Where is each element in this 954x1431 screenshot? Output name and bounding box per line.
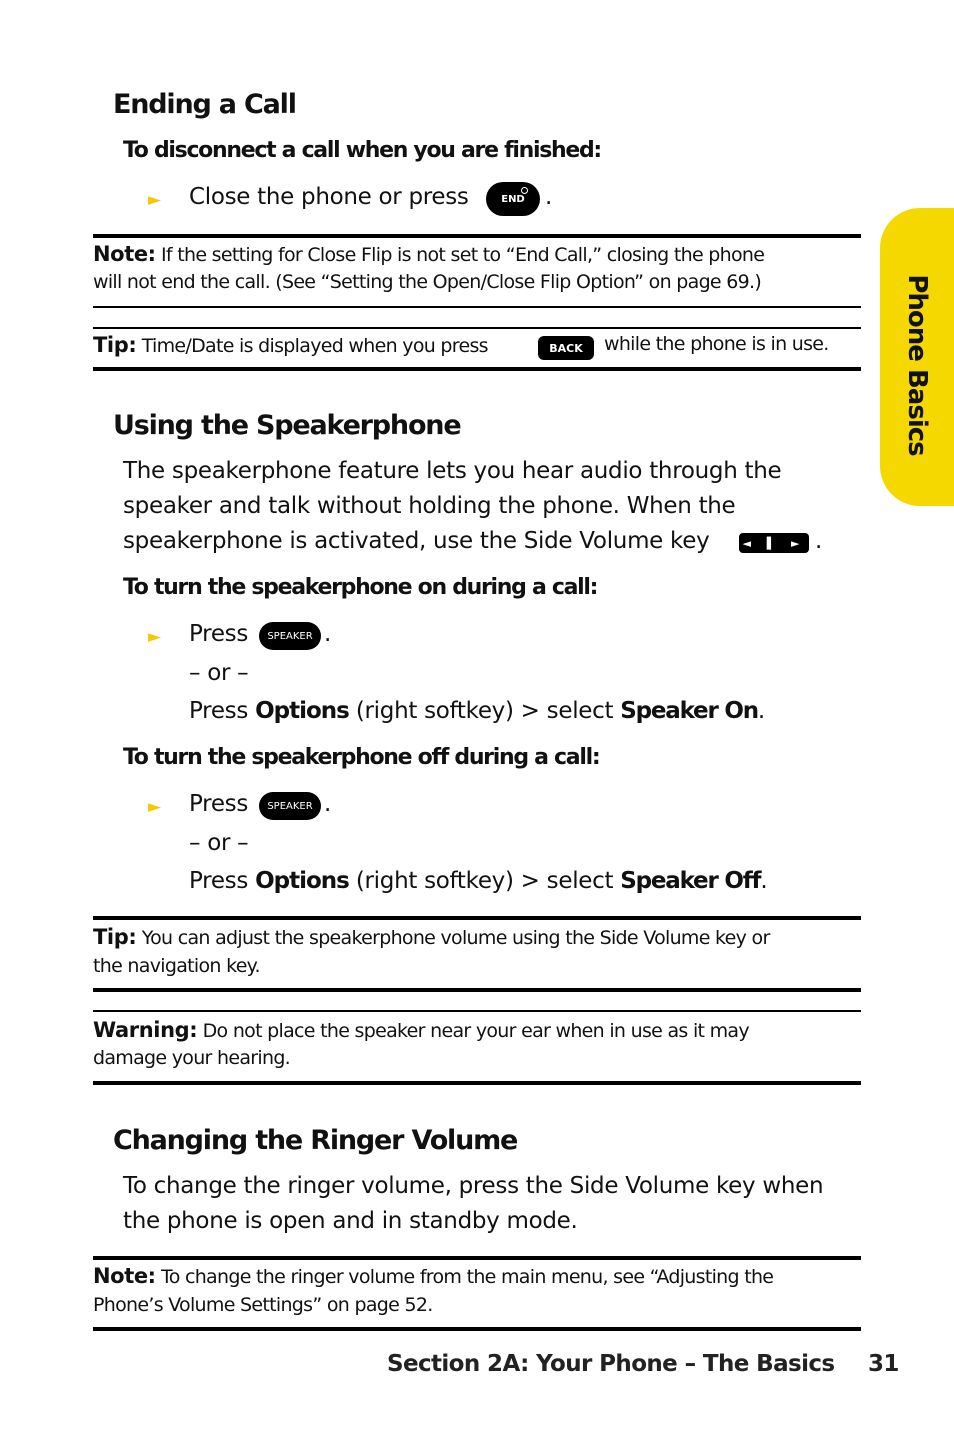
note1-line1: [93, 242, 764, 266]
warning-label: Warning:: [93, 1018, 198, 1042]
note2-label: Note:: [93, 1264, 156, 1288]
speaker-key-icon: SPEAKER: [259, 792, 321, 820]
ringer-heading: Changing the Ringer Volume: [113, 1125, 518, 1156]
footer-section: Section 2A: Your Phone – The Basics: [387, 1351, 835, 1377]
options-label: Options: [255, 698, 349, 724]
speaker-para-line2: speaker and talk without holding the phone. When the: [123, 493, 736, 519]
press-text: Press: [189, 621, 249, 647]
ending-step: Close the phone or press: [189, 184, 469, 210]
tip1-text-after: while the phone is in use.: [604, 333, 829, 355]
note1-text1: If the setting for Close Flip is not set to “End Call,” closing the phone: [161, 244, 765, 266]
tip1-label: Tip:: [93, 333, 137, 357]
warning-line2: damage your hearing.: [93, 1047, 291, 1069]
speaker-para-line3: speakerphone is activated, use the Side Volume key: [123, 528, 710, 554]
ringer-line1: To change the ringer volume, press the Side Volume key when: [123, 1173, 824, 1199]
press-text: Press: [189, 698, 249, 724]
press-period: .: [324, 791, 332, 817]
speaker-on-label: Speaker On: [620, 698, 758, 724]
speaker-heading: Using the Speakerphone: [113, 410, 461, 441]
page-number: 31: [868, 1351, 899, 1377]
divider: [93, 1081, 861, 1085]
warning-line1: [93, 1018, 749, 1042]
side-volume-key-icon: ◄ ▌ ►: [739, 533, 809, 553]
speaker-para-end: .: [815, 528, 823, 554]
speaker-on-alt: [189, 698, 765, 724]
divider: [93, 916, 861, 920]
or-separator: – or –: [189, 830, 249, 856]
softkey-text: (right softkey) > select: [355, 698, 614, 724]
divider: [93, 1256, 861, 1260]
divider: [93, 327, 861, 329]
note1-line2: will not end the call. (See “Setting the Open/Close Flip Option” on page 69.): [93, 271, 762, 293]
press-text: Press: [189, 868, 249, 894]
speaker-off-heading: To turn the speakerphone off during a call:: [123, 745, 600, 770]
tip1-text-before: Time/Date is displayed when you press: [141, 335, 488, 357]
note1-label: Note:: [93, 242, 156, 266]
speaker-off-label: Speaker Off: [620, 868, 761, 894]
power-icon: [521, 187, 528, 194]
speaker-key-icon: SPEAKER: [259, 622, 321, 650]
end-key-label: END: [501, 193, 525, 205]
speaker-off-alt: [189, 868, 767, 894]
or-separator: – or –: [189, 660, 249, 686]
bullet-icon: ►: [148, 797, 162, 817]
tip1-line: [93, 333, 488, 357]
softkey-text: (right softkey) > select: [355, 868, 614, 894]
ringer-line2: the phone is open and in standby mode.: [123, 1208, 578, 1234]
ending-step-end: .: [545, 184, 553, 210]
bullet-icon: ►: [148, 190, 162, 210]
divider: [93, 306, 861, 308]
press-period: .: [324, 621, 332, 647]
note2-text1: To change the ringer volume from the main menu, see “Adjusting the: [161, 1266, 774, 1288]
tip2-label: Tip:: [93, 925, 137, 949]
divider: [93, 1327, 861, 1331]
tip2-line1: [93, 925, 770, 949]
back-key-icon: BACK: [538, 336, 594, 360]
warning-text1: Do not place the speaker near your ear when in use as it may: [202, 1020, 749, 1042]
period: .: [757, 698, 765, 724]
note2-line2: Phone’s Volume Settings” on page 52.: [93, 1294, 433, 1316]
period: .: [760, 868, 768, 894]
tip2-line2: the navigation key.: [93, 955, 260, 977]
note2-line1: [93, 1264, 773, 1288]
press-text: Press: [189, 791, 249, 817]
tip2-text1: You can adjust the speakerphone volume using the Side Volume key or: [141, 927, 770, 949]
divider: [93, 1010, 861, 1012]
divider: [93, 234, 861, 238]
options-label: Options: [255, 868, 349, 894]
speaker-para-line1: The speakerphone feature lets you hear audio through the: [123, 458, 782, 484]
divider: [93, 367, 861, 371]
end-key-icon: [486, 182, 540, 216]
ending-heading: Ending a Call: [113, 89, 296, 120]
speaker-on-heading: To turn the speakerphone on during a call:: [123, 575, 598, 600]
ending-subheading: To disconnect a call when you are finished:: [123, 138, 601, 163]
section-tab-label: Phone Basics: [902, 274, 932, 456]
divider: [93, 988, 861, 992]
bullet-icon: ►: [148, 627, 162, 647]
